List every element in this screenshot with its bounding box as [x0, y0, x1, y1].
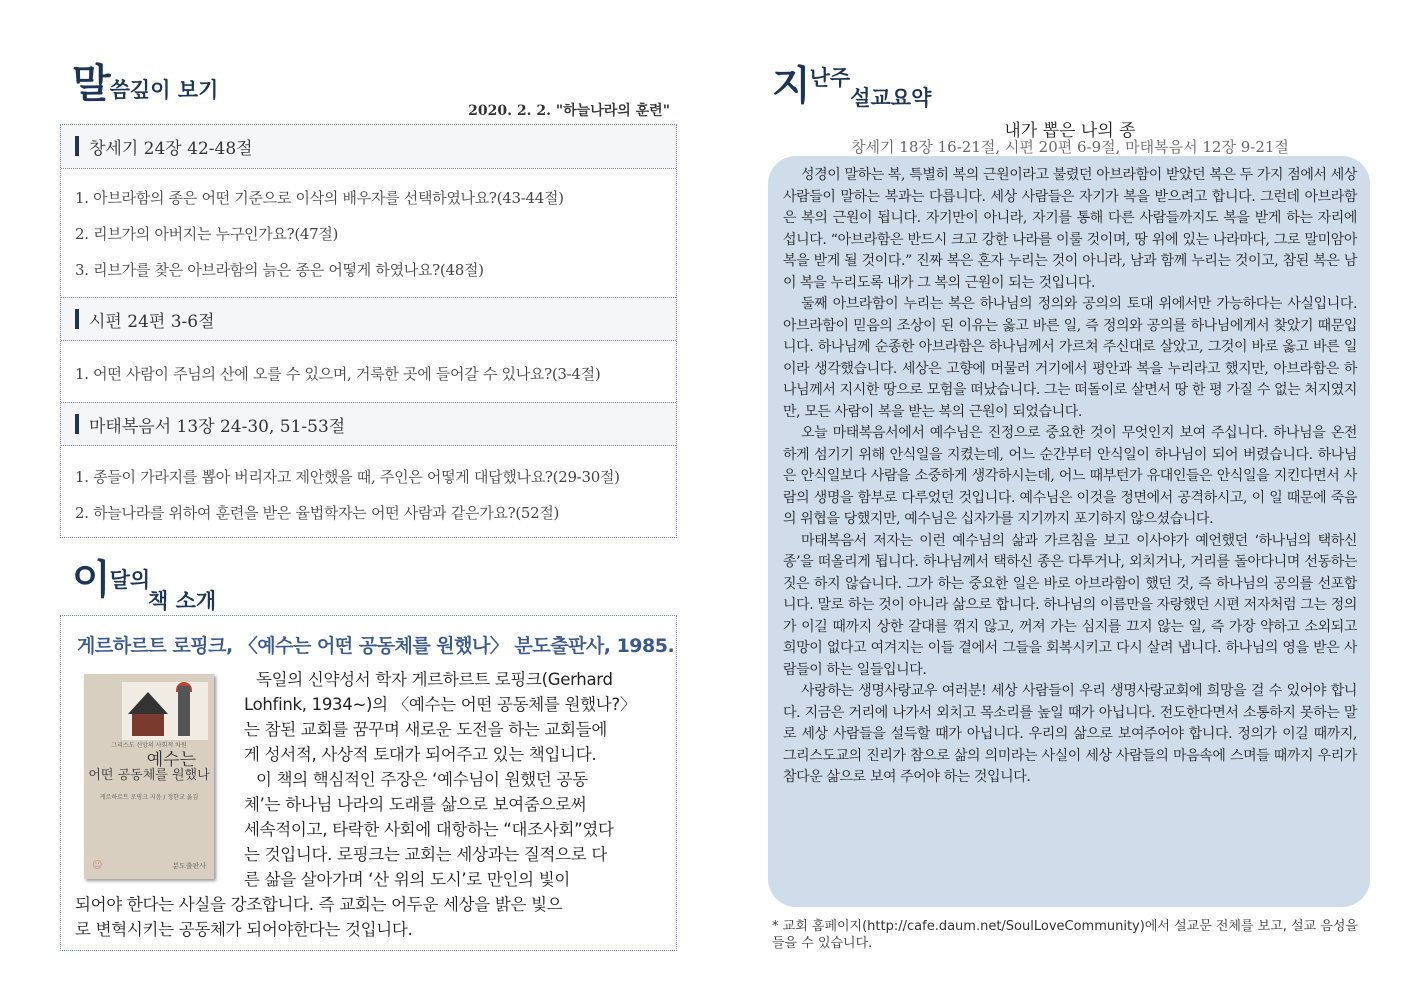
cover-title — [88, 752, 210, 784]
book-heading — [72, 548, 150, 605]
question-item: 1. 종들이 가라지를 뽑아 버리자고 제안했을 때, 주인은 어떻게 대답했나요?(29-30절) — [75, 468, 620, 486]
question-item: 2. 리브가의 아버지는 누구인가요?(47절) — [75, 225, 339, 243]
book-cover-image — [84, 674, 214, 879]
section-header — [61, 402, 676, 446]
section-bar — [75, 309, 79, 329]
heading-initial: 이 — [72, 556, 110, 603]
book-intro-box — [60, 615, 677, 951]
section-title: 시편 24편 3-6절 — [89, 312, 215, 332]
cover-publisher: 분도출판사 — [172, 862, 206, 870]
book-body-lower — [75, 892, 665, 942]
sermon-summary-panel — [768, 156, 1370, 907]
book-line: 세속적이고, 타락한 사회에 대항하는 “대조사회”였다 — [244, 820, 614, 839]
book-title: 게르하르트 로핑크, 〈예수는 어떤 공동체를 원했나〉 분도출판사, 1985. — [77, 635, 675, 657]
word-study-heading — [72, 52, 218, 109]
sermon-paragraph: 마태복음서 저자는 이런 예수님의 삶과 가르침을 보고 이사야가 예언했던 ‘하나님의 택하신 종’을 떠올리게 됩니다. 하나님께서 택하신 종은 다투거나, 외치거나, 거리를 돌아다니며 선동하는 짓은 하지 않습니다. 그가 하는 중요한 일은 바로 아브라함이 했던 것, 즉 하나님의 공의를 선포합니다. 말로 하는 것이 아니라 삶으로 합니다. 하나님의 이름만을 자랑했던 시편 저자처럼 그는 정의가 이길 때까지 상한 갈대를 꺾지 않고, 꺼져 가는 심지를 끄지 않는 일, 즉 가장 약하고 소외되고 희망이 없다고 여겨지는 이들 곁에서 그들을 회복시키고 다시 살려 냅니다. 하나님의 영을 받은 사람들이 하는 일들입니다. — [783, 532, 1357, 678]
question-item: 1. 아브라함의 종은 어떤 기준으로 이삭의 배우자를 선택하였나요?(43-44절) — [75, 189, 564, 207]
section-title: 창세기 24장 42-48절 — [89, 139, 253, 159]
cover-title-line1: 예수는 — [146, 750, 196, 770]
book-body-upper — [244, 667, 656, 892]
question-item: 1. 어떤 사람이 주님의 산에 오를 수 있으며, 거룩한 곳에 들어갈 수 있나요?(3-4절) — [75, 365, 601, 383]
heading-rest: 난주 — [809, 65, 851, 90]
book-line: 독일의 신약성서 학자 게르하르트 로핑크(Gerhard — [256, 670, 613, 689]
cover-illustration — [122, 682, 208, 740]
book-heading-line2 — [148, 585, 216, 615]
study-questions-box — [60, 124, 677, 538]
date-line: 2020. 2. 2. "하늘나라의 훈련" — [468, 103, 670, 119]
book-line: 되어야 한다는 사실을 강조합니다. 즉 교회는 어두운 세상을 밝은 빛으 — [75, 895, 563, 914]
book-line: Lohfink, 1934~)의 〈예수는 어떤 공동체를 원했나?〉 — [244, 695, 637, 714]
book-line: 로 변혁시키는 공동체가 되어야한다는 것입니다. — [75, 920, 413, 939]
sermon-summary-heading — [772, 54, 931, 111]
section-header — [61, 297, 676, 341]
sermon-body — [783, 165, 1357, 789]
book-line: 체’는 하나님 나라의 도래를 삶으로 보여줌으로써 — [244, 795, 587, 814]
sermon-paragraph: 성경이 말하는 복, 특별히 복의 근원이라고 불렸던 아브라함이 받았던 복은 두 가지 점에서 세상 사람들이 말하는 복과는 다릅니다. 세상 사람들은 자기가 복을 받으려고 합니다. 그런데 아브라함은 복의 근원이 됩니다. 자기만이 아니라, 자기를 통해 다른 사람들까지도 복을 받게 하는 자리에 섭니다. “아브라함은 반드시 크고 강한 나라를 이룰 것이며, 땅 위에 있는 나라마다, 그로 말미암아 복을 받게 될 것이다.” 진짜 복은 혼자 누리는 것이 아니라, 남과 함께 누리는 것이고, 참된 복은 남이 복을 누리도록 내가 그 복의 근원이 되는 것입니다. — [783, 167, 1357, 291]
cover-subtitle: 그리스도 신앙의 사회적 차원 — [111, 742, 187, 749]
heading-rest: 책 소개 — [148, 588, 217, 613]
sermon-title: 내가 뽑은 나의 종 — [1004, 121, 1136, 141]
heading-initial: 지 — [772, 62, 810, 109]
heading-initial: 말 — [72, 60, 110, 107]
section-bar — [75, 136, 79, 156]
book-line: 이 책의 핵심적인 주장은 ‘예수님이 원했던 공동 — [256, 770, 588, 789]
book-line: 는 참된 교회를 꿈꾸며 새로운 도전을 하는 교회들에 — [244, 720, 608, 739]
section-bar — [75, 414, 79, 434]
book-line: 는 것입니다. 로핑크는 교회는 세상과는 질적으로 다 — [244, 845, 608, 864]
section-header — [61, 125, 676, 169]
cover-author: 게르하르트 로핑크 지음 / 정한교 옮김 — [99, 794, 199, 801]
question-item: 3. 리브가를 찾은 아브라함의 늙은 종은 어떻게 하였나요?(48절) — [75, 261, 484, 279]
section-title: 마태복음서 13장 24-30, 51-53절 — [89, 417, 346, 437]
homepage-note: * 교회 홈페이지(http://cafe.daum.net/SoulLoveCommunity)에서 설교문 전체를 보고, 설교 음성을 들을 수 있습니다. — [772, 919, 1358, 951]
cover-title-line2: 어떤 공동체를 원했나 — [88, 768, 210, 783]
book-line: 게 성서적, 사상적 토대가 되어주고 있는 책입니다. — [244, 745, 597, 764]
heading-rest: 달의 — [109, 567, 151, 592]
sermon-paragraph: 사랑하는 생명사랑교우 여러분! 세상 사람들이 우리 생명사랑교회에 희망을 걸 수 있어야 합니다. 지금은 거리에 나가서 외치고 목소리를 높일 때가 아닙니다. 전도한다면서 소통하지 못하는 말로 세상 사람들을 설득할 때가 아닙니다. 우리의 삶으로 보여주어야 합니다. 정의가 이길 때까지, 그리스도교의 진리가 참으로 삶의 의미라는 사실이 세상 사람들의 마음속에 스며들 때까지 우리가 참다운 삶으로 보여 주어야 하는 것입니다. — [783, 683, 1357, 785]
sermon-paragraph: 오늘 마태복음서에서 예수님은 진정으로 중요한 것이 무엇인지 보여 주십니다. 하나님을 온전하게 섬기기 위해 안식일을 지켰는데, 어느 순간부터 안식일이 하나님이 되어 버렸습니다. 하나님은 안식일보다 사람을 소중하게 생각하시는데, 어느 때부턴가 유대인들은 안식일을 지킨다면서 사람의 생명을 함부로 다루었던 것입니다. 예수님은 이것을 정면에서 공격하시고, 이 일 때문에 죽음의 위협을 당했지만, 예수님은 십자가를 지기까지 포기하지 않으셨습니다. — [783, 425, 1357, 527]
question-item: 2. 하늘나라를 위하여 훈련을 받은 율법학자는 어떤 사람과 같은가요?(52절) — [75, 504, 560, 522]
smile-icon: ☺ — [92, 860, 103, 871]
sermon-paragraph: 둘째 아브라함이 누리는 복은 하나님의 정의와 공의의 토대 위에서만 가능하다는 사실입니다. 아브라함이 믿음의 조상이 된 이유는 옳고 바른 일, 즉 정의와 공의를 하나님에게서 찾았기 때문입니다. 하나님께 순종한 아브라함은 하나님께서 가르쳐 주신대로 살았고, 그것이 바로 옳고 바른 일이라 생각했습니다. 세상은 고향에 머물러 거기에서 평안과 복을 누리라고 했지만, 아브라함은 하나님께서 지시한 땅으로 모험을 떠났습니다. 그는 떠돌이로 살면서 땅 한 평 가질 수 없는 처지였지만, 모든 사람이 복을 받는 복의 근원이 되었습니다. — [783, 296, 1357, 420]
sermon-scripture-ref: 창세기 18장 16-21절, 시편 20편 6-9절, 마태복음서 12장 9-21절 — [851, 138, 1289, 156]
book-line: 른 삶을 살아가며 ‘산 위의 도시’로 만인의 빛이 — [244, 870, 571, 889]
heading-rest: 씀깊이 보기 — [109, 77, 219, 102]
heading-rest: 설교요약 — [850, 85, 932, 110]
